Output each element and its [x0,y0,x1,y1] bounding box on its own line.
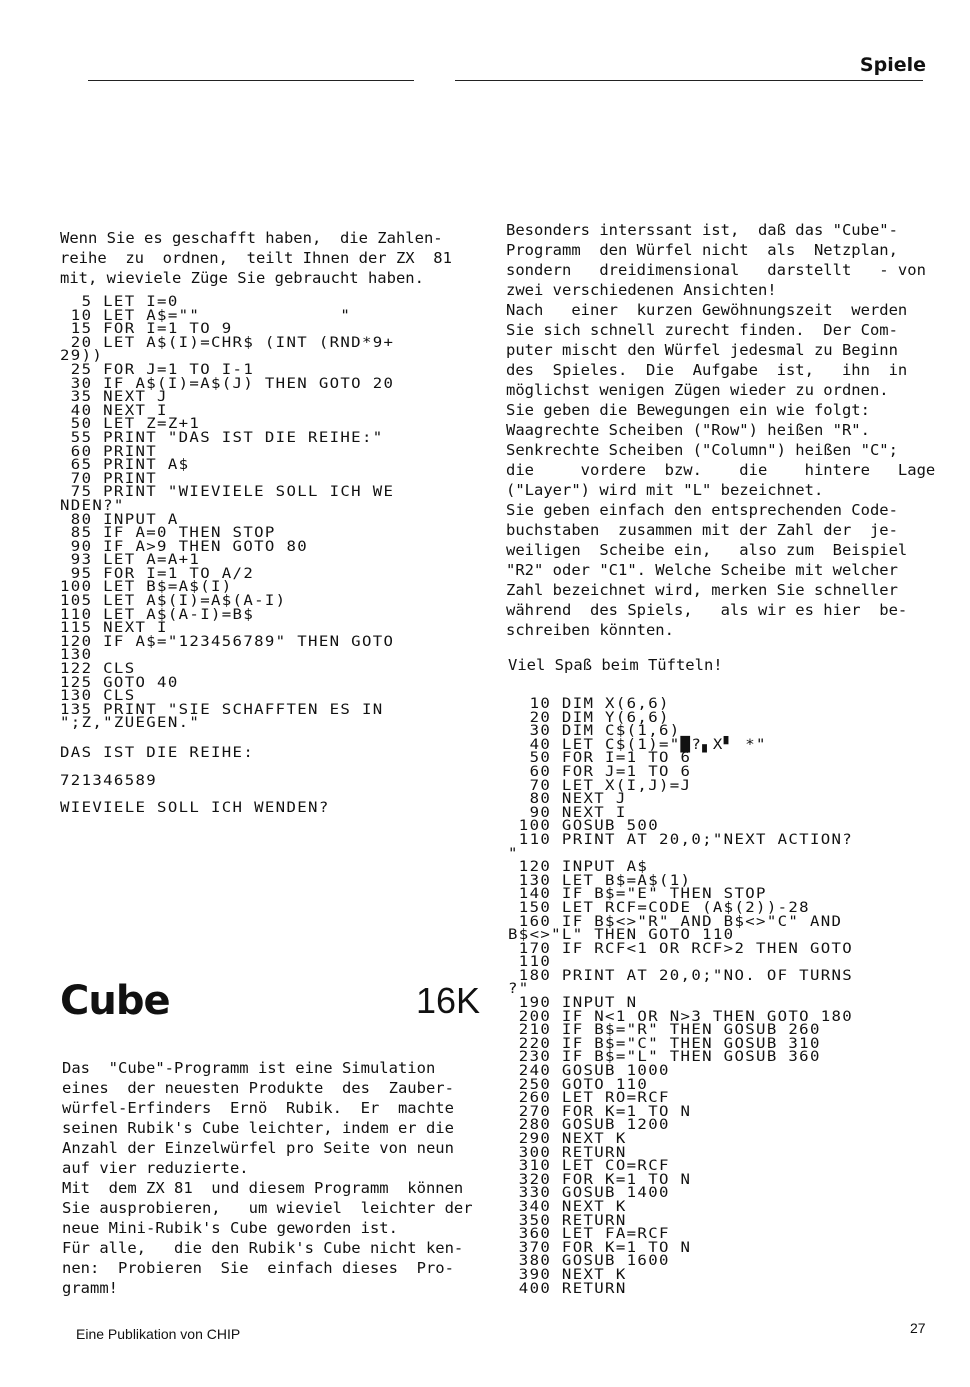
numbers-game-listing: 5 LET I=0 10 LET A$="" " 15 FOR I=1 TO 9 20 LET A$(I)=CHR$ (INT (RND*9+ 29)) 25 FOR J=1 TO I-1 30 IF A$(I)=A$(J) THEN GOTO 20 35 NEXT J 40 NEXT I 50 LET Z=Z+1 55 PRINT "DAS IST DIE REIHE:" 60 PRINT 65 PRINT A$ 70 PRINT 75 PRINT "WIEVIELE SOLL ICH WE NDEN?" 80 INPUT A 85 IF A=0 THEN STOP 90 IF A>9 THEN GOTO 80 93 LET A=A+1 95 FOR I=1 TO A/2 100 LET B$=A$(I) 105 LET A$(I)=A$(A-I) 110 LET A$(A-I)=B$ 115 NEXT I 120 IF A$="123456789" THEN GOTO 130 122 CLS 125 GOTO 40 130 CLS 135 PRINT "SIE SCHAFFTEN ES IN ";Z,"ZUEGEN." [60,294,395,732]
publication-note: Eine Publikation von CHIP [76,1326,241,1342]
header-rule-right [455,80,923,81]
output-line-1: DAS IST DIE REIHE: [60,745,255,761]
section-title: Spiele [859,54,926,76]
header-rule-left [88,80,414,81]
output-line-3: WIEVIELE SOLL ICH WENDEN? [60,800,330,816]
output-line-2: 721346589 [60,773,158,789]
cube-listing: 10 DIM X(6,6) 20 DIM Y(6,6) 30 DIM C$(1,6) 40 LET C$(1)="█?▖X▘ *" 50 FOR I=1 TO 6 60 FOR J=1 TO 6 70 LET X(I,J)=J 80 NEXT J 90 NEXT I 100 GOSUB 500 110 PRINT AT 20,0;"NEXT ACTION? " 120 INPUT A$ 130 LET B$=A$(1) 140 IF B$="E" THEN STOP 150 LET RCF=CODE (A$(2))-28 160 IF B$<>"R" AND B$<>"C" AND B$<>"L" THEN GOTO 110 170 IF RCF<1 OR RCF>2 THEN GOTO 110 180 PRINT AT 20,0;"NO. OF TURNS ?" 190 INPUT N 200 IF N<1 OR N>3 THEN GOTO 180 210 IF B$="R" THEN GOSUB 260 220 IF B$="C" THEN GOSUB 310 230 IF B$="L" THEN GOSUB 360 240 GOSUB 1000 250 GOTO 110 260 LET RO=RCF 270 FOR K=1 TO N 280 GOSUB 1200 290 NEXT K 300 RETURN 310 LET CO=RCF 320 FOR K=1 TO N 330 GOSUB 1400 340 NEXT K 350 RETURN 360 LET FA=RCF 370 FOR K=1 TO N 380 GOSUB 1600 390 NEXT K 400 RETURN [508,696,854,1297]
cube-heading: Cube [60,978,170,1024]
memory-requirement: 16K [416,980,481,1021]
closing-line: Viel Spaß beim Tüfteln! [508,656,723,674]
page-number: 27 [910,1320,926,1336]
intro-paragraph: Wenn Sie es geschafft haben, die Zahlen- reihe zu ordnen, teilt Ihnen der ZX 81 mit, wieviele Züge Sie gebraucht haben. [60,229,452,287]
cube-description: Das "Cube"-Programm ist eine Simulation eines der neuesten Produkte des Zauber- würfel-Erfinders Ernö Rubik. Er machte seinen Rubik's Cube leichter, indem er die Anzahl der Einzelwürfel pro Seite von neun auf vier reduzierte. Mit dem ZX 81 und diesem Programm können Sie ausprobieren, um wieviel leichter der neue Mini-Rubik's Cube geworden ist. Für alle, die den Rubik's Cube nicht ken- nen: Probieren Sie einfach dieses Pro- gramm! [62,1059,473,1297]
right-column-text: Besonders interssant ist, daß das "Cube"- Programm den Würfel nicht als Netzplan, sondern dreidimensional darstellt - von zwei verschiedenen Ansichten! Nach einer kurzen Gewöhnungszeit werden Sie sich schnell zurecht finden. Der Com- puter mischt den Würfel jedesmal zu Beginn des Spieles. Die Aufgabe ist, ihn in möglichst wenigen Zügen wieder zu ordnen. Sie geben die Bewegungen ein wie folgt: Waagrechte Scheiben ("Row") heißen "R". Senkrechte Scheiben ("Column") heißen "C"; die vordere bzw. die hintere Lage ("Layer") wird mit "L" bezeichnet. Sie geben einfach den entsprechenden Code- buchstaben zusammen mit der Zahl der je- weiligen Scheibe ein, also zum Beispiel "R2" oder "C1". Welche Scheibe mit welcher Zahl bezeichnet wird, merken Sie schneller während des Spiels, als wir es hier be- schreiben könnten. [506,221,936,639]
